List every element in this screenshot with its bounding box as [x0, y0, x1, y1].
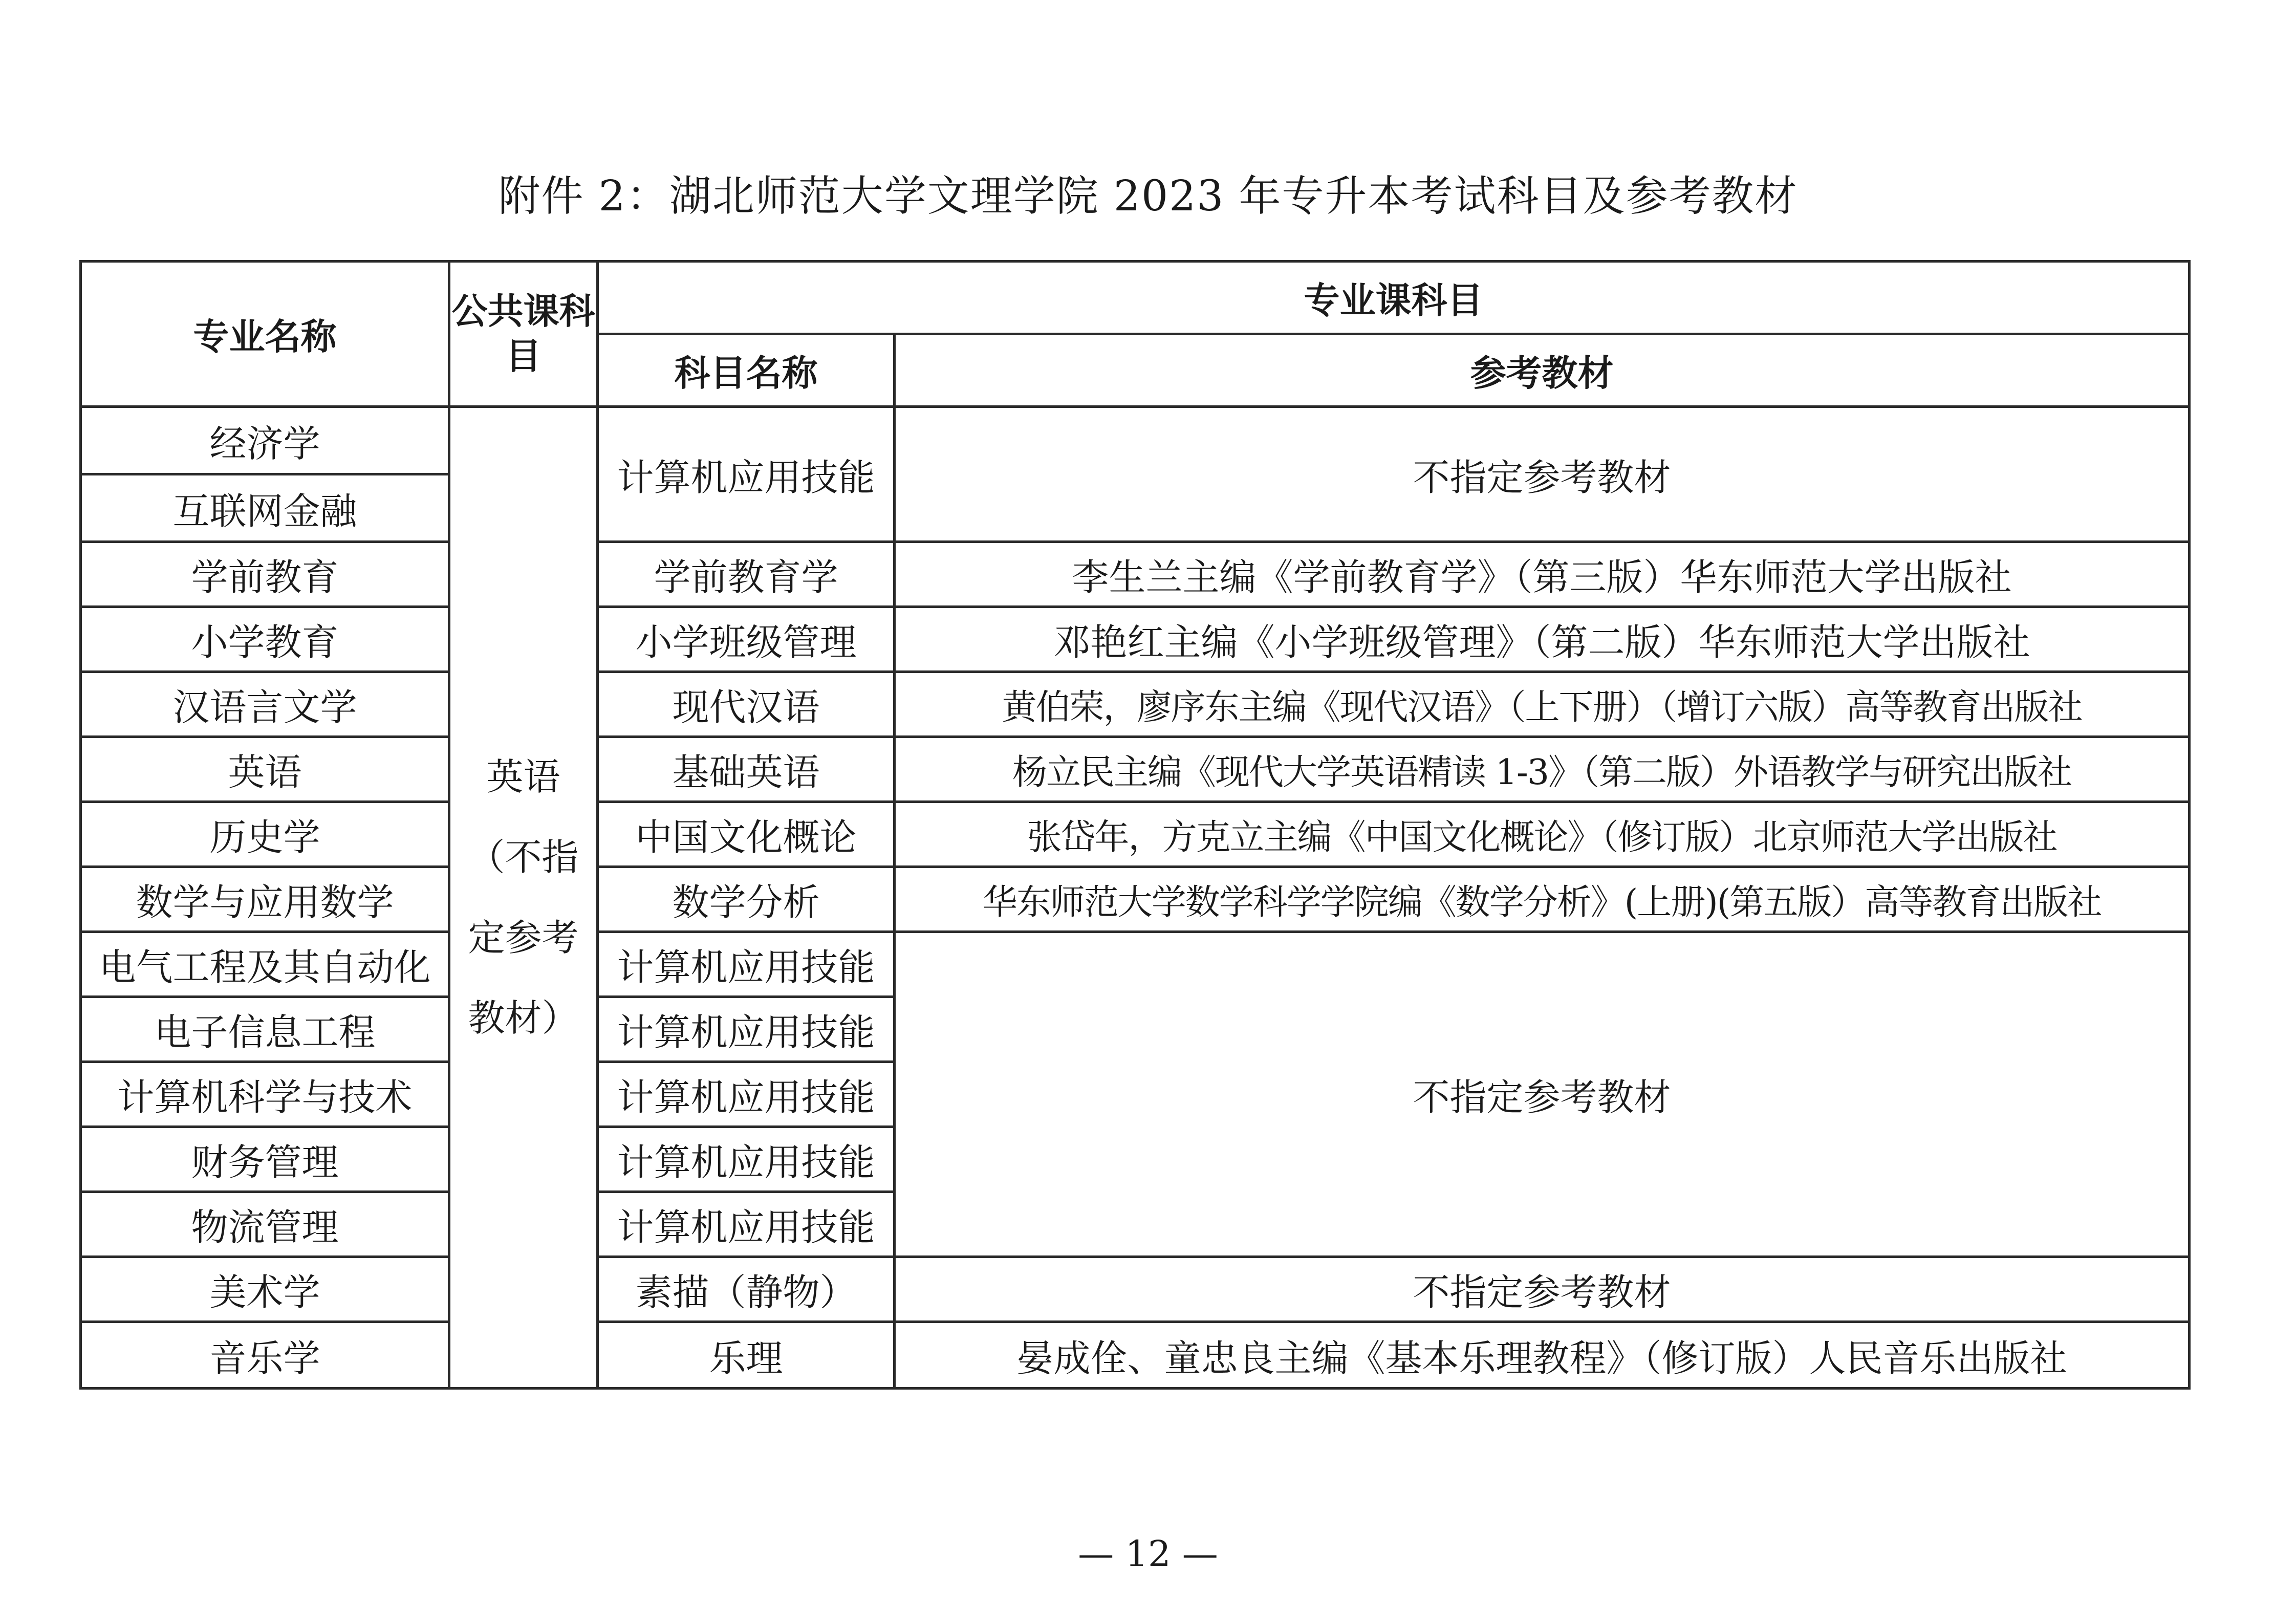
major-cell: 数学与应用数学	[81, 867, 449, 932]
major-cell: 物流管理	[81, 1192, 449, 1257]
subject-cell: 计算机应用技能	[598, 1127, 895, 1192]
subject-cell: 中国文化概论	[598, 802, 895, 867]
page-number: — 12 —	[1078, 1533, 1218, 1575]
subject-cell: 计算机应用技能	[598, 1062, 895, 1127]
subject-cell: 小学班级管理	[598, 607, 895, 672]
textbook-cell: 杨立民主编《现代大学英语精读 1-3》（第二版）外语教学与研究出版社	[895, 737, 2190, 802]
subject-cell: 基础英语	[598, 737, 895, 802]
subject-cell: 计算机应用技能	[598, 1192, 895, 1257]
subject-cell: 计算机应用技能	[598, 997, 895, 1062]
major-cell: 英语	[81, 737, 449, 802]
major-cell: 学前教育	[81, 542, 449, 607]
major-cell: 美术学	[81, 1257, 449, 1322]
document-title: 附件 2：湖北师范大学文理学院 2023 年专升本考试科目及参考教材	[498, 172, 1798, 221]
table-row	[81, 932, 2190, 997]
major-cell: 计算机科学与技术	[81, 1062, 449, 1127]
major-cell: 电子信息工程	[81, 997, 449, 1062]
table-row	[81, 737, 2190, 802]
textbook-cell: 不指定参考教材	[895, 407, 2190, 542]
table-row	[81, 802, 2190, 867]
textbook-cell: 不指定参考教材	[895, 1257, 2190, 1322]
textbook-cell: 晏成佺、童忠良主编《基本乐理教程》（修订版）人民音乐出版社	[895, 1322, 2190, 1389]
textbook-cell: 邓艳红主编《小学班级管理》（第二版）华东师范大学出版社	[895, 607, 2190, 672]
subject-cell: 现代汉语	[598, 672, 895, 737]
textbook-cell: 华东师范大学数学科学学院编《数学分析》(上册)(第五版）高等教育出版社	[895, 867, 2190, 932]
table-row	[81, 672, 2190, 737]
table-row	[81, 542, 2190, 607]
subject-cell: 素描（静物）	[598, 1257, 895, 1322]
textbook-cell: 李生兰主编《学前教育学》（第三版）华东师范大学出版社	[895, 542, 2190, 607]
table-row	[81, 867, 2190, 932]
header-public-course: 公共课科目	[449, 262, 598, 407]
subject-cell: 乐理	[598, 1322, 895, 1389]
major-cell: 音乐学	[81, 1322, 449, 1389]
header-subject: 科目名称	[598, 334, 895, 407]
public-course-cell: 英语（不指定参考教材）	[449, 407, 598, 1389]
table-row	[81, 607, 2190, 672]
major-cell: 电气工程及其自动化	[81, 932, 449, 997]
header-textbook: 参考教材	[895, 334, 2190, 407]
major-cell: 小学教育	[81, 607, 449, 672]
table-row	[81, 1322, 2190, 1389]
header-major: 专业名称	[81, 262, 449, 407]
subject-cell: 计算机应用技能	[598, 932, 895, 997]
header-specialized: 专业课科目	[598, 262, 2190, 334]
table-header-row	[81, 262, 2190, 334]
subject-cell: 数学分析	[598, 867, 895, 932]
textbook-cell: 不指定参考教材	[895, 932, 2190, 1257]
table-row	[81, 1257, 2190, 1322]
subject-cell: 计算机应用技能	[598, 407, 895, 542]
major-cell: 经济学	[81, 407, 449, 474]
exam-subjects-table	[79, 260, 2191, 1390]
textbook-cell: 黄伯荣，廖序东主编《现代汉语》（上下册）（增订六版）高等教育出版社	[895, 672, 2190, 737]
major-cell: 汉语言文学	[81, 672, 449, 737]
textbook-cell: 张岱年，方克立主编《中国文化概论》（修订版）北京师范大学出版社	[895, 802, 2190, 867]
subject-cell: 学前教育学	[598, 542, 895, 607]
table-row	[81, 407, 2190, 474]
major-cell: 财务管理	[81, 1127, 449, 1192]
major-cell: 历史学	[81, 802, 449, 867]
major-cell: 互联网金融	[81, 474, 449, 542]
